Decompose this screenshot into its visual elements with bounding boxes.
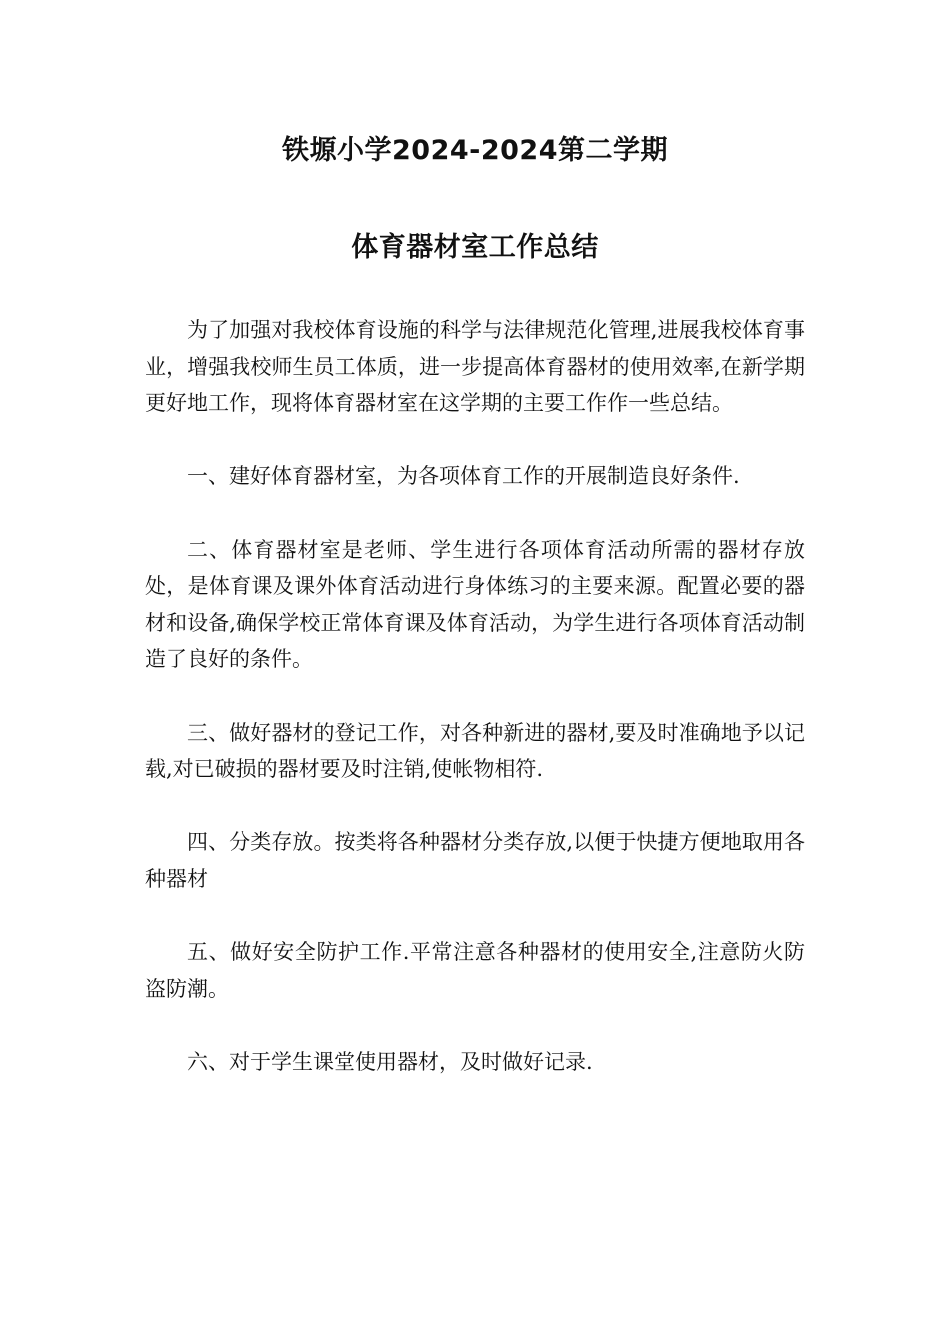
paragraph-item-6: 六、对于学生课堂使用器材，及时做好记录.: [187, 1049, 593, 1074]
paragraph-item-2: 二、体育器材室是老师、学生进行各项体育活动所需的器材存放处，是体育课及课外体育活动进行身体练习的主要来源。配置必要的器材和设备,确保学校正常体育课及体育活动，为学生进行各项体育活动制造了良好的条件。: [145, 537, 805, 672]
title-line-2: 体育器材室工作总结: [351, 232, 599, 263]
paragraph-intro: 为了加强对我校体育设施的科学与法律规范化管理,进展我校体育事业，增强我校师生员工体质，进一步提高体育器材的使用效率,在新学期更好地工作，现将体育器材室在这学期的主要工作作一些总结。: [145, 318, 805, 416]
paragraph-item-3: 三、做好器材的登记工作，对各种新进的器材,要及时准确地予以记载,对已破损的器材要及时注销,使帐物相符.: [145, 720, 805, 782]
paragraph-item-4: 四、分类存放。按类将各种器材分类存放,以便于快捷方便地取用各种器材: [145, 830, 805, 891]
paragraph-item-1: 一、建好体育器材室，为各项体育工作的开展制造良好条件.: [187, 464, 740, 489]
document-body: [145, 312, 805, 1117]
paragraph-item-5: 五、做好安全防护工作.平常注意各种器材的使用安全,注意防火防盗防潮。: [145, 940, 805, 1001]
title-line-1: 铁塬小学2024-2024第二学期: [282, 135, 668, 166]
